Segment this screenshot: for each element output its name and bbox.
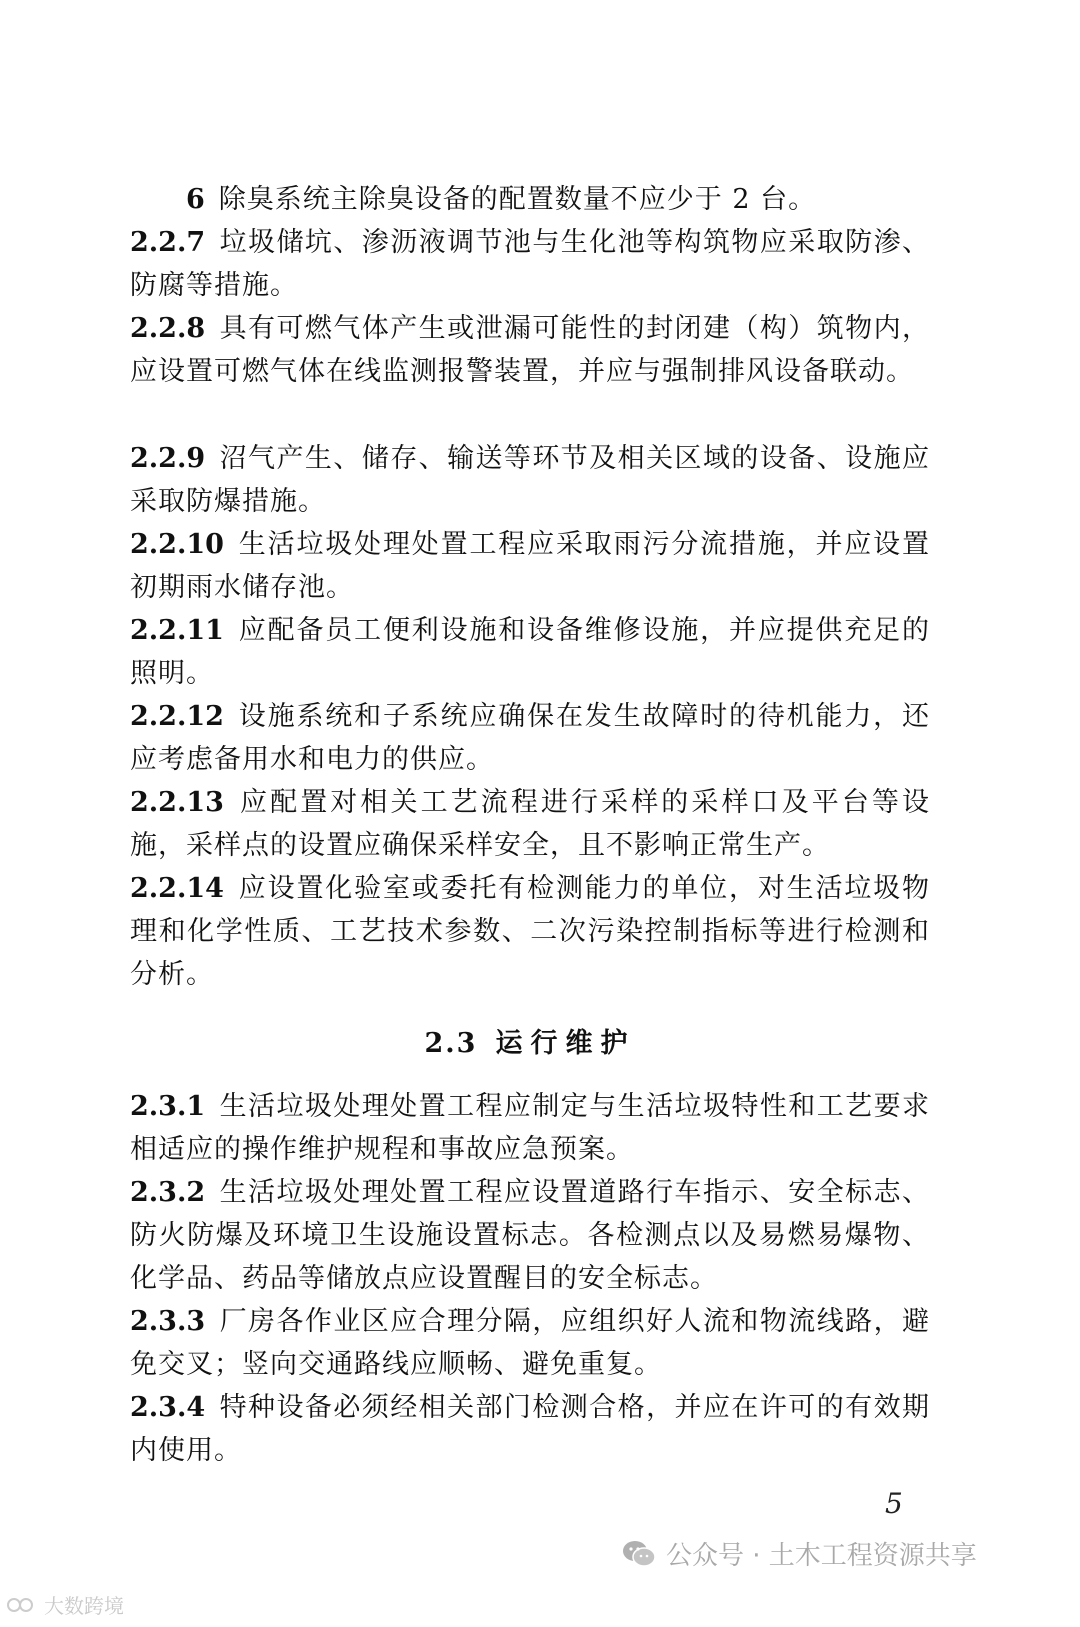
clause-2-3-4: [130, 1386, 930, 1472]
clause-text: 设施系统和子系统应确保在发生故障时的待机能力，还应考虑备用水和电力的供应。: [130, 701, 930, 775]
clause-text: 生活垃圾处理处置工程应制定与生活垃圾特性和工艺要求相适应的操作维护规程和事故应急预案。: [130, 1091, 930, 1165]
wechat-icon: [622, 1539, 656, 1569]
watermark-brand-text: 大数跨境: [44, 1594, 124, 1618]
clause-text: 应配置对相关工艺流程进行采样的采样口及平台等设施，采样点的设置应确保采样安全，且不影响正常生产。: [130, 787, 930, 861]
clause-number: 2.2.11: [130, 615, 224, 646]
clause-2-2-7: [130, 221, 930, 307]
clause-2-3-2: [130, 1171, 930, 1300]
clause-2-2-11: [130, 609, 930, 695]
brand-logo-icon: [6, 1595, 40, 1615]
clause-2-2-9: [130, 437, 930, 523]
clause-text: 生活垃圾处理处置工程应采取雨污分流措施，并应设置初期雨水储存池。: [130, 529, 930, 603]
watermark-text: 公众号 · 土木工程资源共享: [666, 1541, 977, 1571]
clause-number: 2.2.12: [130, 701, 224, 732]
clause-text: 除臭系统主除臭设备的配置数量不应少于 2 台。: [218, 184, 817, 215]
clause-2-2-12: [130, 695, 930, 781]
clause-2-2-13: [130, 781, 930, 867]
section-number: 2.3: [424, 1028, 478, 1059]
clause-number: 2.3.2: [130, 1177, 206, 1208]
clause-2-2-6-item: [130, 178, 930, 221]
clause-2-2-8: [130, 307, 930, 393]
watermark-brand: [6, 1590, 124, 1619]
clause-text: 应配备员工便利设施和设备维修设施，并应提供充足的照明。: [130, 615, 930, 689]
page-number: 5: [885, 1487, 903, 1520]
section-heading: [130, 1022, 930, 1065]
clause-number: 2.2.8: [130, 313, 206, 344]
document-page: [130, 0, 930, 1627]
watermark-wechat: [622, 1535, 977, 1572]
clause-number: 2.2.10: [130, 529, 224, 560]
clause-text: 生活垃圾处理处置工程应设置道路行车指示、安全标志、防火防爆及环境卫生设施设置标志。各检测点以及易燃易爆物、化学品、药品等储放点应设置醒目的安全标志。: [130, 1177, 930, 1294]
clause-text: 具有可燃气体产生或泄漏可能性的封闭建（构）筑物内，应设置可燃气体在线监测报警装置，并应与强制排风设备联动。: [130, 313, 930, 387]
clause-2-2-10: [130, 523, 930, 609]
clause-2-2-14: [130, 867, 930, 996]
section-title: 运行维护: [495, 1028, 636, 1059]
clause-2-3-3: [130, 1300, 930, 1386]
clause-number: 2.2.9: [130, 443, 206, 474]
clause-text: 沼气产生、储存、输送等环节及相关区域的设备、设施应采取防爆措施。: [130, 443, 930, 517]
clause-number: 2.3.4: [130, 1392, 206, 1423]
clause-number: 6: [186, 184, 205, 215]
clause-number: 2.3.1: [130, 1091, 206, 1122]
clause-number: 2.2.7: [130, 227, 206, 258]
clause-text: 特种设备必须经相关部门检测合格，并应在许可的有效期内使用。: [130, 1392, 930, 1466]
clause-number: 2.3.3: [130, 1306, 206, 1337]
clause-number: 2.2.14: [130, 873, 224, 904]
clause-text: 应设置化验室或委托有检测能力的单位，对生活垃圾物理和化学性质、工艺技术参数、二次污染控制指标等进行检测和分析。: [130, 873, 930, 990]
clause-number: 2.2.13: [130, 787, 224, 818]
clause-text: 垃圾储坑、渗沥液调节池与生化池等构筑物应采取防渗、防腐等措施。: [130, 227, 930, 301]
clause-text: 厂房各作业区应合理分隔，应组织好人流和物流线路，避免交叉；竖向交通路线应顺畅、避免重复。: [130, 1306, 930, 1380]
clause-2-3-1: [130, 1085, 930, 1171]
